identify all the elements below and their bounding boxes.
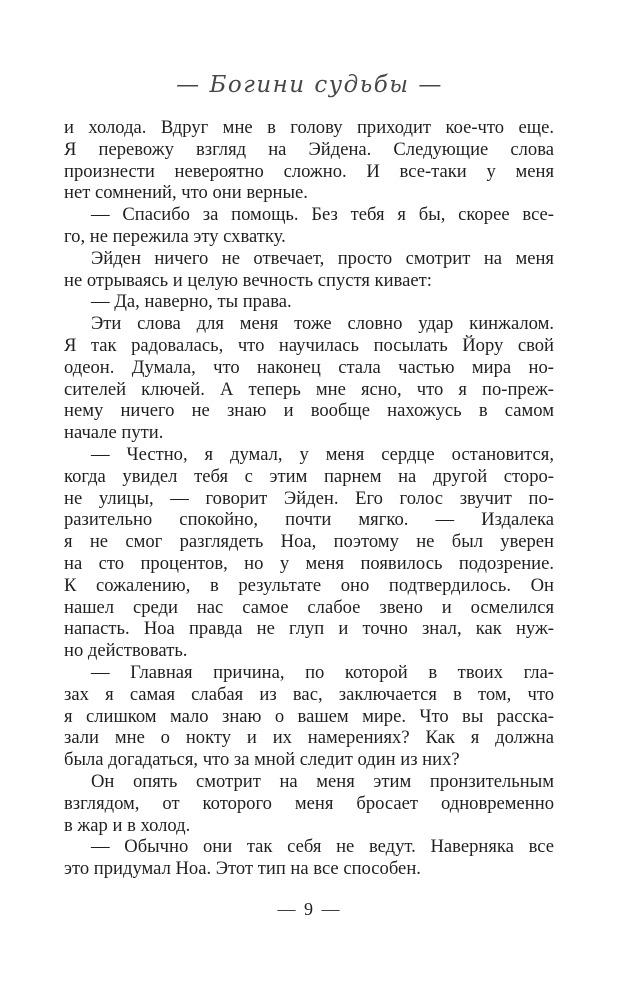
text-line: сителей ключей. А теперь мне ясно, что я по-преж- [64,378,554,400]
text-line: Я так радовалась, что научилась посылать Йору свой [64,334,554,356]
text-line: начале пути. [64,422,164,444]
paragraph [64,662,554,771]
text-line: на сто процентов, но у меня появилось подозрение. [64,552,554,574]
text-line: я не смог разглядеть Ноа, поэтому не был уверен [64,531,554,553]
text-line: была догадаться, что за мной следит один из них? [64,749,460,771]
paragraph [64,291,554,313]
text-line: я слишком мало знаю о вашем мире. Что вы расска- [64,705,554,727]
text-line: Я перевожу взгляд на Эйдена. Следующие слова [64,138,554,160]
text-line: не улицы, — говорит Эйден. Его голос звучит по- [64,487,554,509]
text-line: нет сомнений, что они верные. [64,182,308,204]
text-line: Эйден ничего не отвечает, просто смотрит на меня [91,247,554,269]
text-line: это придумал Ноа. Этот тип на все способен. [64,858,421,880]
paragraph [64,771,554,836]
text-line: нему ничего не знаю и вообще нахожусь в самом [64,400,554,422]
text-line: — Спасибо за помощь. Без тебя я бы, скорее все- [91,204,554,226]
text-line: напасть. Ноа правда не глуп и точно знал, как нуж- [64,618,554,640]
text-line: когда увидел тебя с этим парнем на другой сторо- [64,465,554,487]
running-header: — Богини судьбы — [176,72,443,98]
text-line: К сожалению, в результате оно подтвердилось. Он [64,574,554,596]
text-line: произнести невероятно сложно. И все-таки у меня [64,160,554,182]
page-number: — 9 — [277,899,342,919]
text-line: — Обычно они так себя не ведут. Наверняка все [91,836,554,858]
text-line: го, не пережила эту схватку. [64,225,286,247]
text-line: — Главная причина, по которой в твоих гла- [91,661,554,683]
text-line: Эти слова для меня тоже словно удар кинжалом. [91,313,554,335]
text-line: взглядом, от которого меня бросает одновременно [64,792,554,814]
text-line: одеон. Думала, что наконец стала частью мира но- [64,356,554,378]
paragraph [64,444,554,662]
text-line: — Да, наверно, ты права. [91,291,292,313]
text-line: зали мне о нокту и их намерениях? Как я должна [64,727,554,749]
paragraph [64,313,554,444]
text-line: разительно спокойно, почти мягко. — Издалека [64,509,554,531]
text-line: нашел среди нас самое слабое звено и осмелился [64,596,554,618]
paragraph [64,248,554,292]
paragraph [64,204,554,248]
text-line: Он опять смотрит на меня этим пронзительным [91,770,554,792]
text-line: в жар и в холод. [64,814,191,836]
text-block [64,117,554,880]
text-line: не отрываясь и целую вечность спустя кивает: [64,269,432,291]
text-line: — Честно, я думал, у меня сердце остановится, [91,443,554,465]
text-line: и холода. Вдруг мне в голову приходит кое-что еще. [64,117,554,138]
text-line: но действовать. [64,640,188,662]
text-line: зах я самая слабая из вас, заключается в том, что [64,683,554,705]
paragraph [64,117,554,204]
paragraph [64,836,554,880]
